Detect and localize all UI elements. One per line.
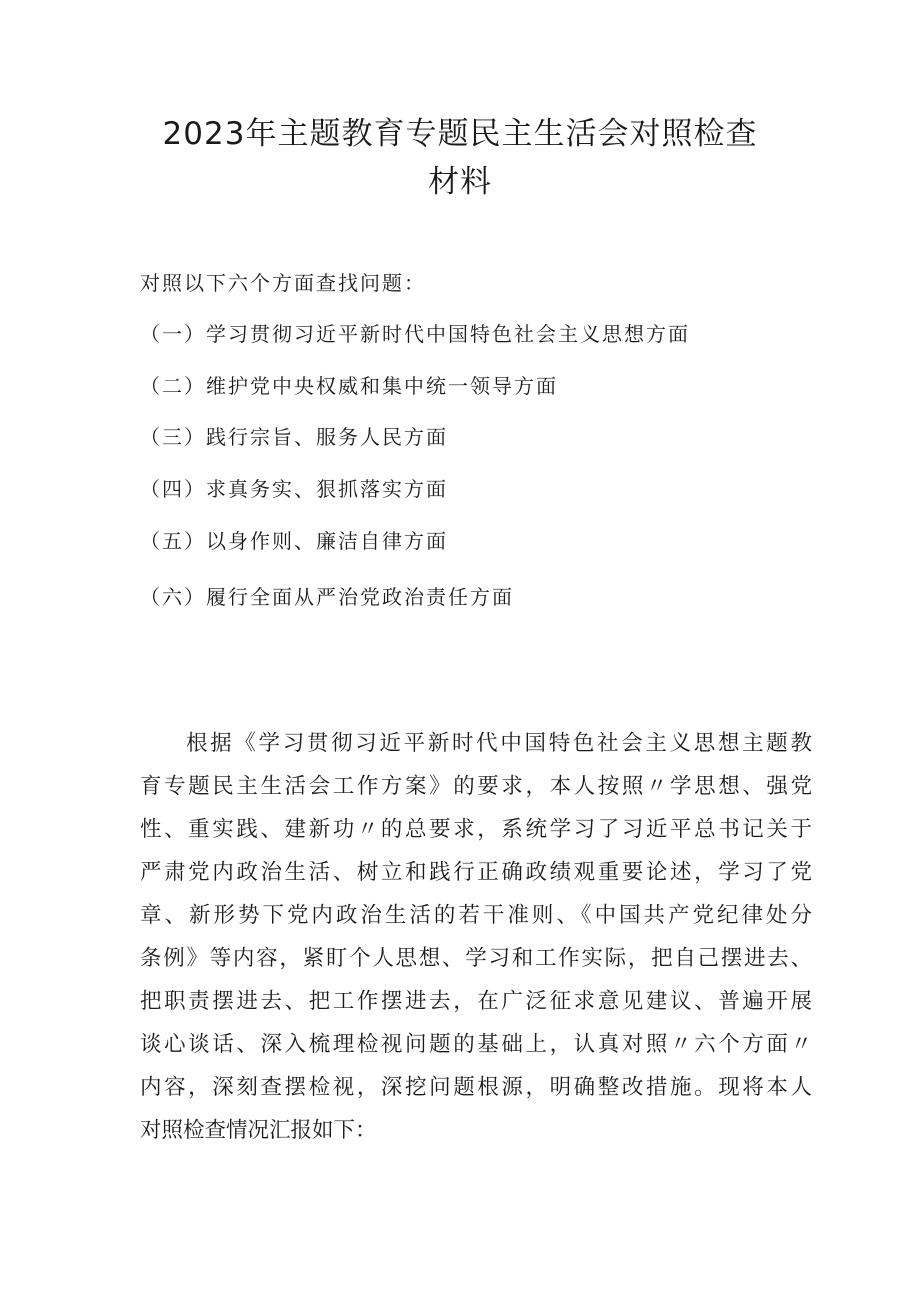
document-title-line-2: 材料 bbox=[428, 164, 492, 200]
document-title-line-1: 2023年主题教育专题民主生活会对照检查 bbox=[162, 116, 758, 152]
aspect-item-5: （五）以身作则、廉洁自律方面 bbox=[140, 529, 448, 553]
aspect-item-4: （四）求真务实、狠抓落实方面 bbox=[140, 477, 448, 501]
aspect-item-3: （三）践行宗旨、服务人民方面 bbox=[140, 425, 448, 449]
aspect-item-6: （六）履行全面从严治党政治责任方面 bbox=[140, 585, 514, 609]
body-line: 条例》等内容，紧盯个人思想、学习和工作实际，把自己摆进去、 bbox=[140, 946, 812, 971]
body-line: 谈心谈话、深入梳理检视问题的基础上，认真对照〃六个方面〃 bbox=[140, 1032, 812, 1057]
intro-text: 对照以下六个方面查找问题： bbox=[140, 271, 426, 295]
body-line: 对照检查情况汇报如下： bbox=[140, 1118, 377, 1143]
body-line: 章、新形势下党内政治生活的若干准则、《中国共产党纪律处分 bbox=[140, 903, 812, 928]
body-line: 内容，深刻查摆检视，深挖问题根源，明确整改措施。现将本人 bbox=[140, 1075, 812, 1100]
aspect-item-1: （一）学习贯彻习近平新时代中国特色社会主义思想方面 bbox=[140, 322, 690, 346]
aspect-item-2: （二）维护党中央权威和集中统一领导方面 bbox=[140, 374, 558, 398]
body-line: 把职责摆进去、把工作摆进去，在广泛征求意见建议、普遍开展 bbox=[140, 989, 812, 1014]
body-line: 育专题民主生活会工作方案》的要求，本人按照〃学思想、强党 bbox=[140, 774, 812, 799]
body-line: 性、重实践、建新功〃的总要求，系统学习了习近平总书记关于 bbox=[140, 817, 812, 842]
body-line: 根据《学习贯彻习近平新时代中国特色社会主义思想主题教 bbox=[186, 731, 812, 756]
body-line: 严肃党内政治生活、树立和践行正确政绩观重要论述，学习了党 bbox=[140, 860, 812, 885]
